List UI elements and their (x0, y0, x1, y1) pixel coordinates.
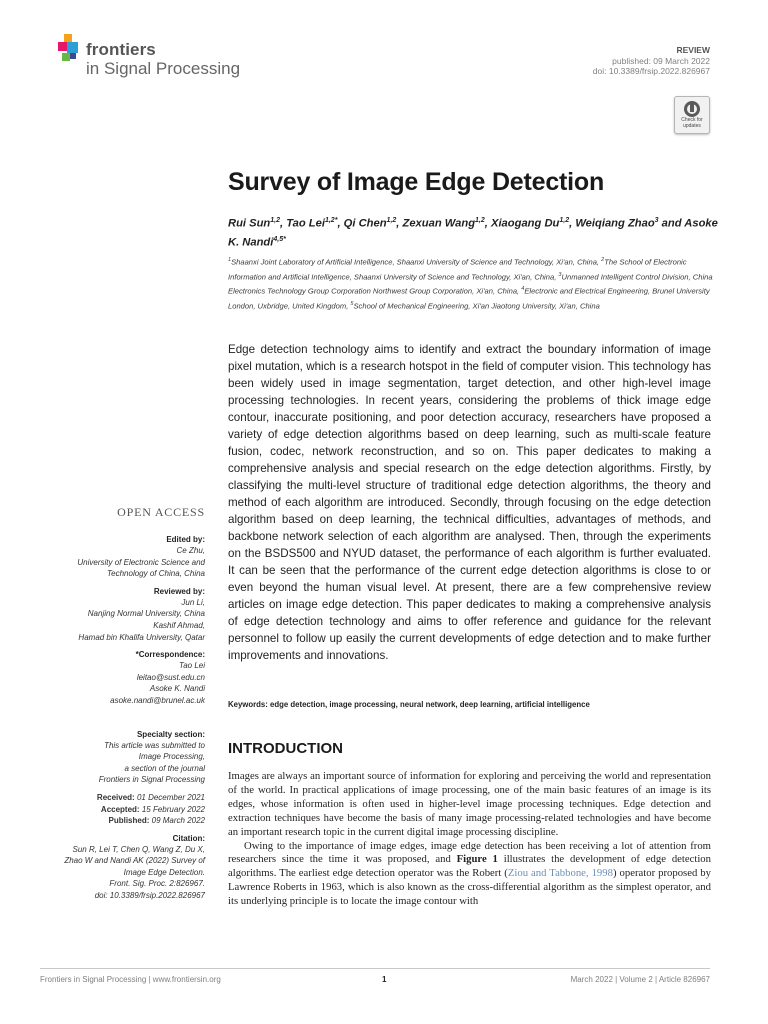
citation-label: Citation: (172, 833, 205, 843)
article-type: REVIEW (676, 45, 710, 55)
footer-divider (40, 968, 710, 969)
affiliation-marker: 5 (350, 301, 354, 308)
logo-square-orange (64, 34, 72, 42)
affiliation-marker: 4 (521, 286, 525, 293)
affiliation-text: The School of Electronic Information and Artificial Intelligence, Shaanxi University of Science and Technology, Xi'an, China, (228, 257, 687, 282)
citation-line: Zhao W and Nandi AK (2022) Survey of (64, 856, 205, 866)
article-info-sidebar (40, 505, 205, 902)
intro-paragraph: Owing to the importance of image edges, image edge detection has been receiving a lot of attention from researchers since the time it was proposed, and Figure 1 illustrates the development of edge detection algorithms. The earliest edge detection operator was the Robert (Ziou and Tabbone, 1998) operator proposed by Lawrence Roberts in 1963, which is also known as the cross-differential algorithm as the simplest operator, and its underlying principle is to locate the image contour with (228, 839, 711, 908)
citation-line: Front. Sig. Proc. 2:826967. (109, 879, 205, 889)
author-affiliation-marker: 4,5* (273, 236, 286, 244)
reviewer-line[interactable]: Kashif Ahmad, (153, 620, 205, 630)
specialty-line: Image Processing, (138, 752, 205, 762)
affiliation-text: School of Mechanical Engineering, Xi'an Jiaotong University, Xi'an, China (353, 301, 600, 311)
check-updates-label: Check for updates (681, 117, 703, 129)
reviewer-line: Nanjing Normal University, China (87, 609, 205, 619)
frontiers-logo-icon (58, 34, 84, 64)
affiliation-text: Shaanxi Joint Laboratory of Artificial Intelligence, Shaanxi University of Science and Technology, Xi'an, China, (231, 257, 602, 267)
article-title: Survey of Image Edge Detection (228, 168, 605, 196)
author-affiliation-marker: 1,2* (324, 217, 338, 224)
affiliation-text: Unmanned Intelligent Control Division, China Electronics Technology Group Corporation Northwest Group Corporation, Xi'an, China, (228, 272, 713, 296)
reviewer-line: Hamad bin Khalifa University, Qatar (78, 632, 205, 642)
specialty-line: This article was submitted to (104, 740, 205, 750)
author-name[interactable]: Rui Sun (228, 217, 271, 230)
published-date-sidebar: Published: 09 March 2022 (108, 816, 205, 826)
author-affiliation-marker: 1,2 (270, 217, 280, 224)
logo-square-green (62, 53, 70, 61)
affiliation-marker: 3 (558, 271, 562, 278)
open-access-label: OPEN ACCESS (117, 505, 205, 519)
article-dates (40, 792, 205, 827)
reviewed-by-label: Reviewed by: (153, 586, 205, 596)
specialty-section-label: Specialty section: (136, 729, 205, 739)
citation-info (40, 844, 205, 902)
citation-line[interactable]: doi: 10.3389/frsip.2022.826967 (94, 891, 205, 901)
article-doi[interactable]: doi: 10.3389/frsip.2022.826967 (592, 66, 710, 76)
reviewer-info (40, 597, 205, 643)
intro-paragraph: Images are always an important source of information for exploring and perceiving the world and representation of the world. In practical applications of image processing, one of the main basic features of an image is its edges, whose information is often used in higher-level image processing techniques. Edge detection and extraction techniques have become the basis of many image processing-related technologies and have become an important research topic in the current digital image processing discipline. (228, 770, 711, 838)
reviewer-line[interactable]: Jun Li, (181, 597, 205, 607)
affiliations (228, 254, 718, 313)
abstract: Edge detection technology aims to identify and extract the boundary information of image pixel mutation, which is a research hotspot in the field of computer vision. This technology has been widely used in image segmentation, target detection, and other high-level image processing technologies. In recent years, considering the problems of thick image edge contour, inaccurate positioning, and poor detection accuracy, researchers have proposed a variety of edge detection algorithms based on deep learning, such as multi-scale feature fusion, codec, network reconstruction, and so on. This paper dedicates to making a comprehensive analysis and special research on the edge detection algorithms. Firstly, by classifying the multi-level structure of traditional edge detection algorithms, the theory and method of each algorithm are introduced. Secondly, through focusing on the edge detection algorithm based on deep learning, the technical difficulties, advantages of methods, and backbone network selection of each algorithm are analysed. Then, through the experiments on the BSDS500 and NYUD dataset, the performance of each algorithm is further evaluated. It can be seen that the performance of the current edge detection algorithms is close to or even beyond the human visual level. At present, there are a few comprehensive review articles on image edge detection. This paper dedicates to making a comprehensive analysis of edge detection technology and aims to offer reference and guidance for the relevant personnel to follow up easily the current developments of edge detection and to make further improvements and innovations. (228, 343, 711, 662)
author-name[interactable]: Tao Lei (286, 217, 325, 230)
specialty-line: Frontiers in Signal Processing (98, 775, 205, 785)
author-affiliation-marker: 1,2 (559, 217, 570, 224)
keywords: Keywords: edge detection, image processing, neural network, deep learning, artificial intelligence (228, 700, 590, 709)
specialty-line: a section of the journal (124, 763, 205, 773)
author-name[interactable]: Asoke K. Nandi (228, 217, 718, 249)
check-updates-icon (683, 100, 701, 118)
author-name[interactable]: Qi Chen (343, 217, 387, 230)
citation-line: Sun R, Lei T, Chen Q, Wang Z, Du X, (72, 844, 205, 854)
accepted-date: Accepted: 15 February 2022 (100, 804, 205, 814)
editor-line: University of Electronic Science and (77, 557, 205, 567)
received-date: Received: 01 December 2021 (96, 792, 205, 802)
logo-brand: frontiers (86, 40, 156, 59)
article-meta (490, 45, 710, 77)
figure-link[interactable]: Figure 1 (456, 853, 498, 866)
correspondence-label: *Correspondence: (135, 650, 205, 660)
footer-issue-info: March 2022 | Volume 2 | Article 826967 (570, 975, 710, 984)
author-affiliation-marker: 1,2 (475, 217, 485, 224)
citation-link[interactable]: Ziou and Tabbone, 1998 (507, 867, 613, 880)
correspondence-info (40, 660, 205, 706)
editor-line: Technology of China, China (107, 569, 205, 579)
logo-journal-name: in Signal Processing (86, 59, 241, 78)
footer-journal-link[interactable]: Frontiers in Signal Processing | www.frontiersin.org (40, 975, 221, 984)
logo-square-blue (67, 42, 78, 53)
editor-line[interactable]: Ce Zhu, (176, 546, 205, 555)
author-list: Rui Sun$^{1,2}$, Tao Lei$^{1,2*}$, Qi Chen$^{1,2}$, Zexuan Wang$^{1,2}$, Xiaogang Du$^{1,2}$, Weiqiang Zhao$^3$ and Asoke K. Nandi$^{4,5*}$ (228, 217, 718, 249)
author-affiliation-marker: 1,2 (386, 217, 397, 224)
author-name[interactable]: Weiqiang Zhao (575, 217, 655, 230)
citation-line: Image Edge Detection. (123, 867, 205, 877)
specialty-info (40, 740, 205, 786)
introduction-body (228, 770, 711, 909)
logo-square-pink (58, 42, 67, 51)
correspondence-line: Tao Lei (179, 661, 205, 671)
section-heading-introduction: INTRODUCTION (228, 740, 343, 757)
page-number: 1 (382, 975, 387, 984)
logo-square-navy (70, 53, 76, 59)
affiliation-marker: 2 (601, 257, 605, 263)
journal-logo[interactable] (58, 34, 278, 82)
check-for-updates-button[interactable] (674, 96, 710, 134)
author-name[interactable]: Xiaogang Du (490, 217, 560, 230)
correspondence-line[interactable]: leitao@sust.edu.cn (136, 672, 205, 682)
correspondence-line[interactable]: asoke.nandi@brunel.ac.uk (110, 695, 205, 705)
author-name[interactable]: Zexuan Wang (402, 217, 476, 230)
affiliation-text: Electronic and Electrical Engineering, Brunel University London, Uxbridge, United Kingdom, (228, 287, 710, 311)
editor-info (40, 545, 205, 580)
edited-by-label: Edited by: (166, 535, 205, 544)
affiliation-marker: 1 (228, 257, 232, 263)
author-affiliation-marker: 3 (654, 217, 659, 224)
published-date: published: 09 March 2022 (612, 55, 710, 66)
correspondence-line: Asoke K. Nandi (149, 684, 205, 694)
